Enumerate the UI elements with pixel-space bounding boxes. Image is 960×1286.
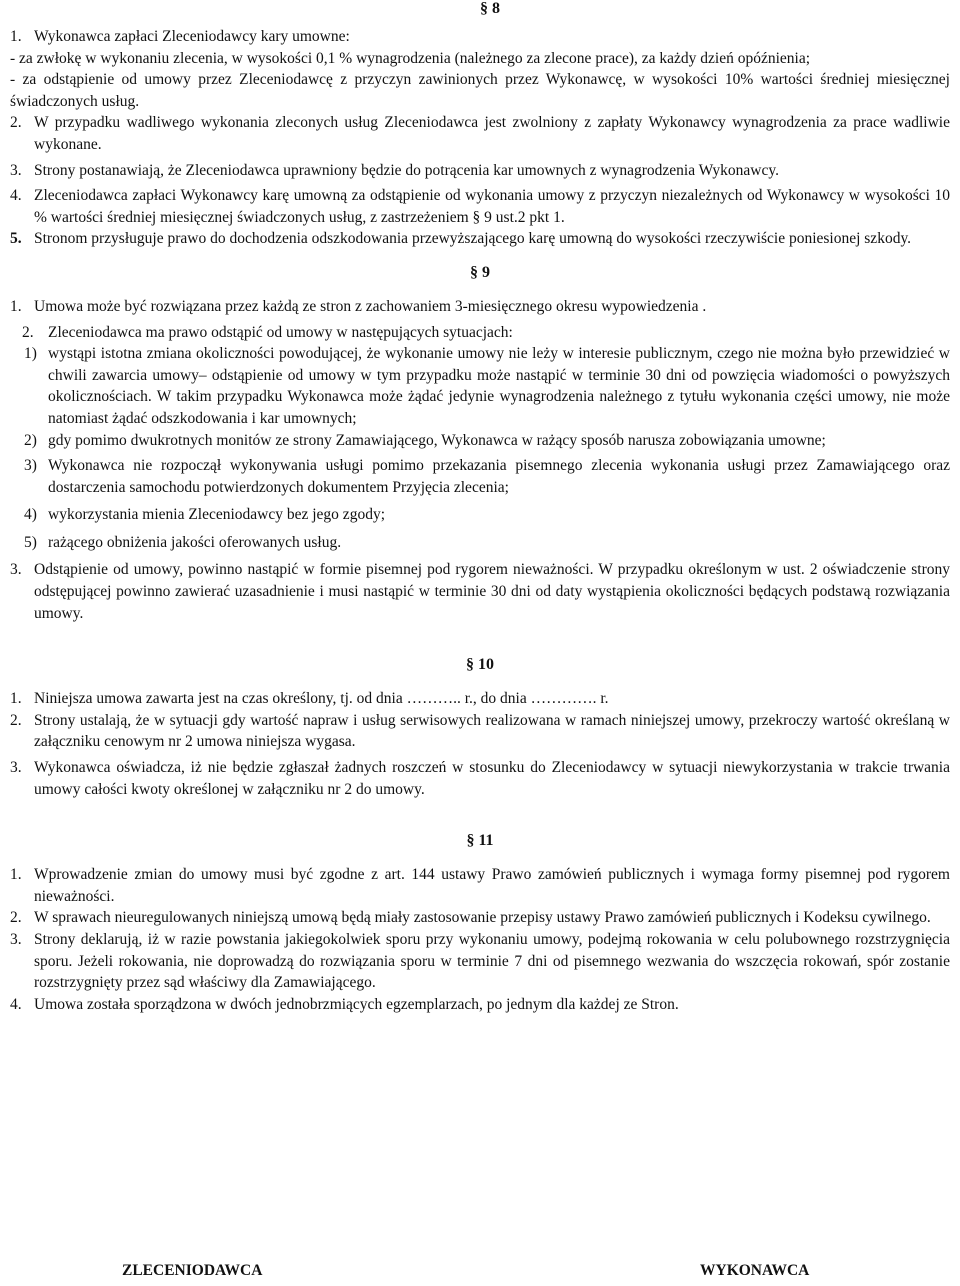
section-11-heading: § 11 xyxy=(466,832,494,850)
s9-paragraph-2 xyxy=(10,322,950,344)
s10-p1-text: Niniejsza umowa zawarta jest na czas określony, tj. od dnia ……….. r., do dnia …………. r. xyxy=(34,690,609,708)
section-8-heading: § 8 xyxy=(480,0,500,17)
s8-paragraph-5 xyxy=(10,228,950,250)
s10-p3-number: 3. xyxy=(10,759,22,777)
s9-item-1-number: 1) xyxy=(24,345,37,363)
s9-p2-item-2 xyxy=(10,430,950,452)
s11-p1-text: Wprowadzenie zmian do umowy musi być zgodne z art. 144 ustawy Prawo zamówień publicznych i wymaga formy pisemnej pod rygorem nieważności. xyxy=(34,866,950,905)
s8-paragraph-4 xyxy=(10,185,950,228)
s9-item-4-text: wykorzystania mienia Zleceniodawcy bez jego zgody; xyxy=(48,506,385,524)
s8-p5-number: 5. xyxy=(10,230,22,248)
s8-paragraph-2 xyxy=(10,112,950,155)
s8-p5-text: Stronom przysługuje prawo do dochodzenia odszkodowania przewyższającego karę umowną do wysokości rzeczywiście poniesionej szkody. xyxy=(34,230,912,248)
s9-item-3-text: Wykonawca nie rozpoczął wykonywania usługi pomimo przekazania pisemnego zlecenia wykonania usługi przez Zamawiającego oraz dostarczenia samochodu potwierdzonych dokumentem Przyjęcia zlecenia; xyxy=(48,457,950,496)
s9-item-2-number: 2) xyxy=(24,431,37,449)
s10-paragraph-1 xyxy=(10,688,950,710)
s11-p2-number: 2. xyxy=(10,909,22,927)
s9-p2-item-4 xyxy=(10,504,950,526)
s11-p3-text: Strony deklarują, iż w razie powstania jakiegokolwiek sporu przy wykonaniu umowy, podejmą rokowania w celu polubownego rozstrzygnięcia sporu. Jeżeli rokowania, nie doprowadzą do rozwiązania sporu w terminie 7 dni od pisemnego wezwania do wszczęcia rokowań, spór zostanie rozstrzygnięty przez sąd właściwy dla Zamawiającego. xyxy=(34,931,950,992)
s10-p1-number: 1. xyxy=(10,690,22,708)
s8-paragraph-1 xyxy=(10,26,950,48)
s11-paragraph-2 xyxy=(10,907,950,929)
s9-paragraph-1 xyxy=(10,296,950,318)
s9-item-5-text: rażącego obniżenia jakości oferowanych usług. xyxy=(48,533,342,551)
s10-p2-text: Strony ustalają, że w sytuacji gdy wartość napraw i usług serwisowych realizowana w ramach niniejszej umowy, przekroczy wartość określaną w załączniku cenowym nr 2 umowa niniejsza wygasa. xyxy=(34,711,950,751)
s8-p3-text: Strony postanawiają, że Zleceniodawca uprawniony będzie do potrącenia kar umownych z wynagrodzenia Wykonawcy. xyxy=(34,161,779,179)
s10-p2-number: 2. xyxy=(10,711,22,729)
s9-p2-item-5 xyxy=(10,532,950,554)
s8-p2-text: W przypadku wadliwego wykonania zleconych usług Zleceniodawca jest zwolniony z zapłaty Wykonawcy wynagrodzenia za prace wadliwie wykonane. xyxy=(34,114,950,153)
s8-p4-number: 4. xyxy=(10,187,22,205)
s11-paragraph-1 xyxy=(10,864,950,907)
s9-item-1-text: wystąpi istotna zmiana okoliczności powodującej, że wykonanie umowy nie leży w interesie publicznym, czego nie można było przewidzieć w chwili zawarcia umowy– odstąpienie od umowy w tym przypadku może nastąpić w terminie 30 dni od powzięcia wiadomości o powyższych okolicznościach. W takim przypadku Wykonawca może żądać jedynie wynagrodzenia należnego z tytułu wykonania części umowy, nie może natomiast żądać odszkodowania i kar umownych; xyxy=(48,345,950,427)
signature-zleceniodawca: ZLECENIODAWCA xyxy=(122,1262,263,1279)
s9-p2-item-1 xyxy=(10,343,950,429)
section-9-heading: § 9 xyxy=(470,263,490,281)
s10-paragraph-2 xyxy=(10,710,950,753)
s11-paragraph-3 xyxy=(10,929,950,994)
s9-p2-item-3 xyxy=(10,455,950,498)
s11-paragraph-4 xyxy=(10,994,950,1016)
s9-paragraph-3 xyxy=(10,559,950,624)
s10-paragraph-3 xyxy=(10,757,950,800)
s9-item-5-number: 5) xyxy=(24,533,37,551)
s9-item-2-text: gdy pomimo dwukrotnych monitów ze strony Zamawiającego, Wykonawca w rażący sposób narusza zobowiązania umowne; xyxy=(48,431,826,449)
s9-p1-number: 1. xyxy=(10,297,22,315)
s11-p2-text: W sprawach nieuregulowanych niniejszą umową będą miały zastosowanie przepisy ustawy Prawo zamówień publicznych i Kodeksu cywilnego. xyxy=(34,909,931,927)
s8-p1-line-1: - za zwłokę w wykonaniu zlecenia, w wysokości 0,1 % wynagrodzenia (należnego za zlecone prace), za każdy dzień opóźnienia; xyxy=(10,49,811,67)
section-10-heading: § 10 xyxy=(466,656,494,674)
s9-p1-text: Umowa może być rozwiązana przez każdą ze stron z zachowaniem 3-miesięcznego okresu wypowiedzenia . xyxy=(34,297,707,315)
s11-p4-number: 4. xyxy=(10,995,22,1013)
s11-p4-text: Umowa została sporządzona w dwóch jednobrzmiących egzemplarzach, po jednym dla każdej ze Stron. xyxy=(34,995,679,1013)
s9-p2-text: Zleceniodawca ma prawo odstąpić od umowy w następujących sytuacjach: xyxy=(48,323,513,341)
s8-p1-line-2: - za odstąpienie od umowy przez Zleceniodawcę z przyczyn zawinionych przez Wykonawcę, w wysokości 10% wartości średniej miesięcznej świadczonych usług. xyxy=(10,71,950,110)
s11-p1-number: 1. xyxy=(10,866,22,884)
s9-p2-number: 2. xyxy=(22,323,34,341)
s9-item-3-number: 3) xyxy=(24,457,37,475)
signature-block xyxy=(0,1260,960,1286)
s8-p4-text: Zleceniodawca zapłaci Wykonawcy karę umowną za odstąpienie od wykonania umowy z przyczyn niezależnych od Wykonawcy w wysokości 10 % wartości średniej miesięcznej świadczonych usług, z zastrzeżeniem § 9 ust.2 pkt 1. xyxy=(34,187,950,226)
s8-p2-number: 2. xyxy=(10,114,22,132)
s9-p3-number: 3. xyxy=(10,561,22,579)
s8-paragraph-3 xyxy=(10,160,950,182)
s8-p1-number: 1. xyxy=(10,28,22,45)
s11-p3-number: 3. xyxy=(10,931,22,948)
s10-p3-text: Wykonawca oświadcza, iż nie będzie zgłaszał żadnych roszczeń w stosunku do Zleceniodawcy w sytuacji niewykorzystania w trakcie trwania umowy całości kwoty określonej w załączniku nr 2 do umowy. xyxy=(34,759,950,798)
signature-wykonawca: WYKONAWCA xyxy=(700,1262,810,1279)
s8-p3-number: 3. xyxy=(10,161,22,179)
s9-p3-text: Odstąpienie od umowy, powinno nastąpić w formie pisemnej pod rygorem nieważności. W przypadku określonym w ust. 2 oświadczenie strony odstępującej powinno zawierać uzasadnienie i musi nastąpić w terminie 30 dni od daty wystąpienia okoliczności będących podstawą rozwiązania umowy. xyxy=(34,561,950,622)
s8-p1-text: Wykonawca zapłaci Zleceniodawcy kary umowne: xyxy=(34,28,350,45)
s9-item-4-number: 4) xyxy=(24,506,37,524)
